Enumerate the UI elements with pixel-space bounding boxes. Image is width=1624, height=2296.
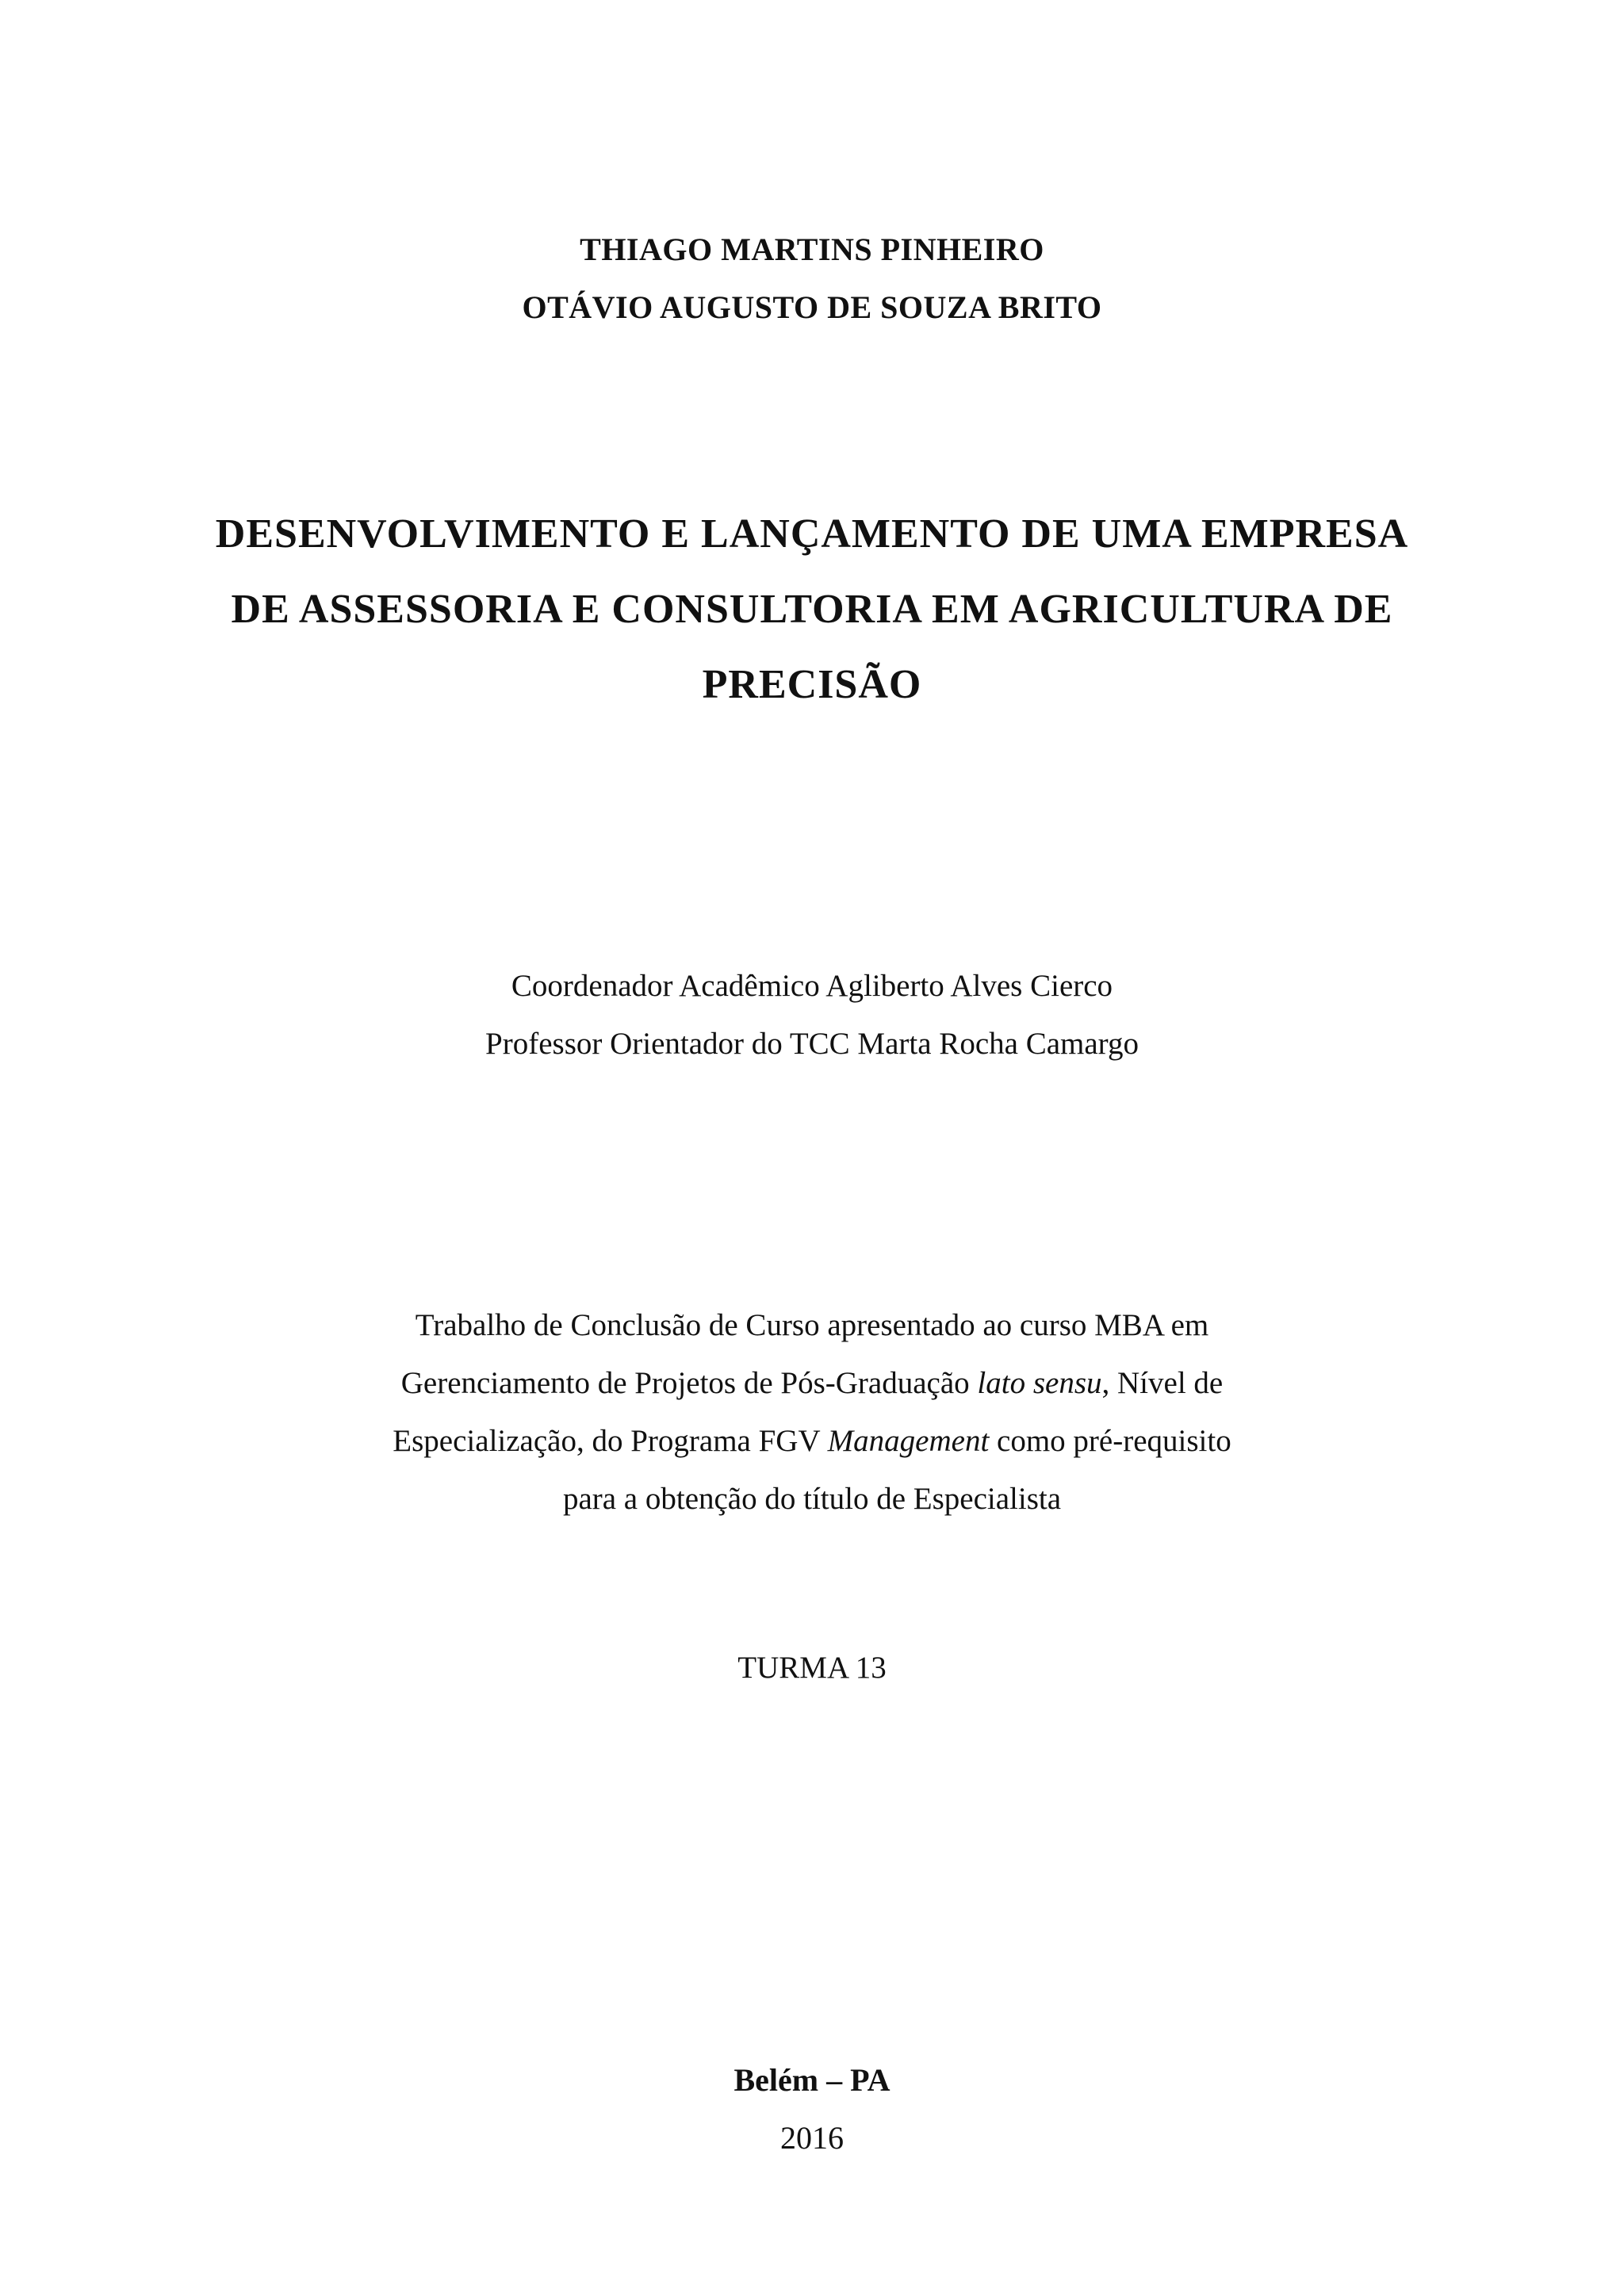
title-line-1: DESENVOLVIMENTO E LANÇAMENTO DE UMA EMPRESA (215, 511, 1409, 557)
title-line-3: PRECISÃO (702, 662, 922, 707)
description-line-2 (0, 1368, 1624, 1399)
supervisor-line: Professor Orientador do TCC Marta Rocha Camargo (485, 1027, 1139, 1061)
author-name-2: OTÁVIO AUGUSTO DE SOUZA BRITO (522, 289, 1102, 325)
description-line-1: Trabalho de Conclusão de Curso apresentado ao curso MBA em (415, 1308, 1209, 1342)
title-line-2: DE ASSESSORIA E CONSULTORIA EM AGRICULTURA DE (231, 587, 1393, 632)
description-line-3-text-a: Especialização, do Programa FGV (393, 1424, 828, 1458)
description-line-3-italic: Management (827, 1424, 990, 1458)
description-line-3 (0, 1425, 1624, 1456)
description-line-2-text-b: , Nível de (1101, 1366, 1224, 1400)
city-label: Belém – PA (733, 2062, 891, 2098)
description-line-2-text-a: Gerenciamento de Projetos de Pós-Graduação (400, 1366, 978, 1400)
author-name-1: THIAGO MARTINS PINHEIRO (580, 232, 1044, 267)
description-line-4: para a obtenção do título de Especialista (562, 1482, 1062, 1516)
year-label: 2016 (780, 2120, 844, 2156)
coordinator-line: Coordenador Acadêmico Agliberto Alves Cierco (511, 969, 1113, 1003)
class-label: TURMA 13 (737, 1651, 887, 1685)
description-line-3-text-b: como pré-requisito (989, 1424, 1231, 1458)
description-line-2-italic: lato sensu (977, 1366, 1102, 1400)
